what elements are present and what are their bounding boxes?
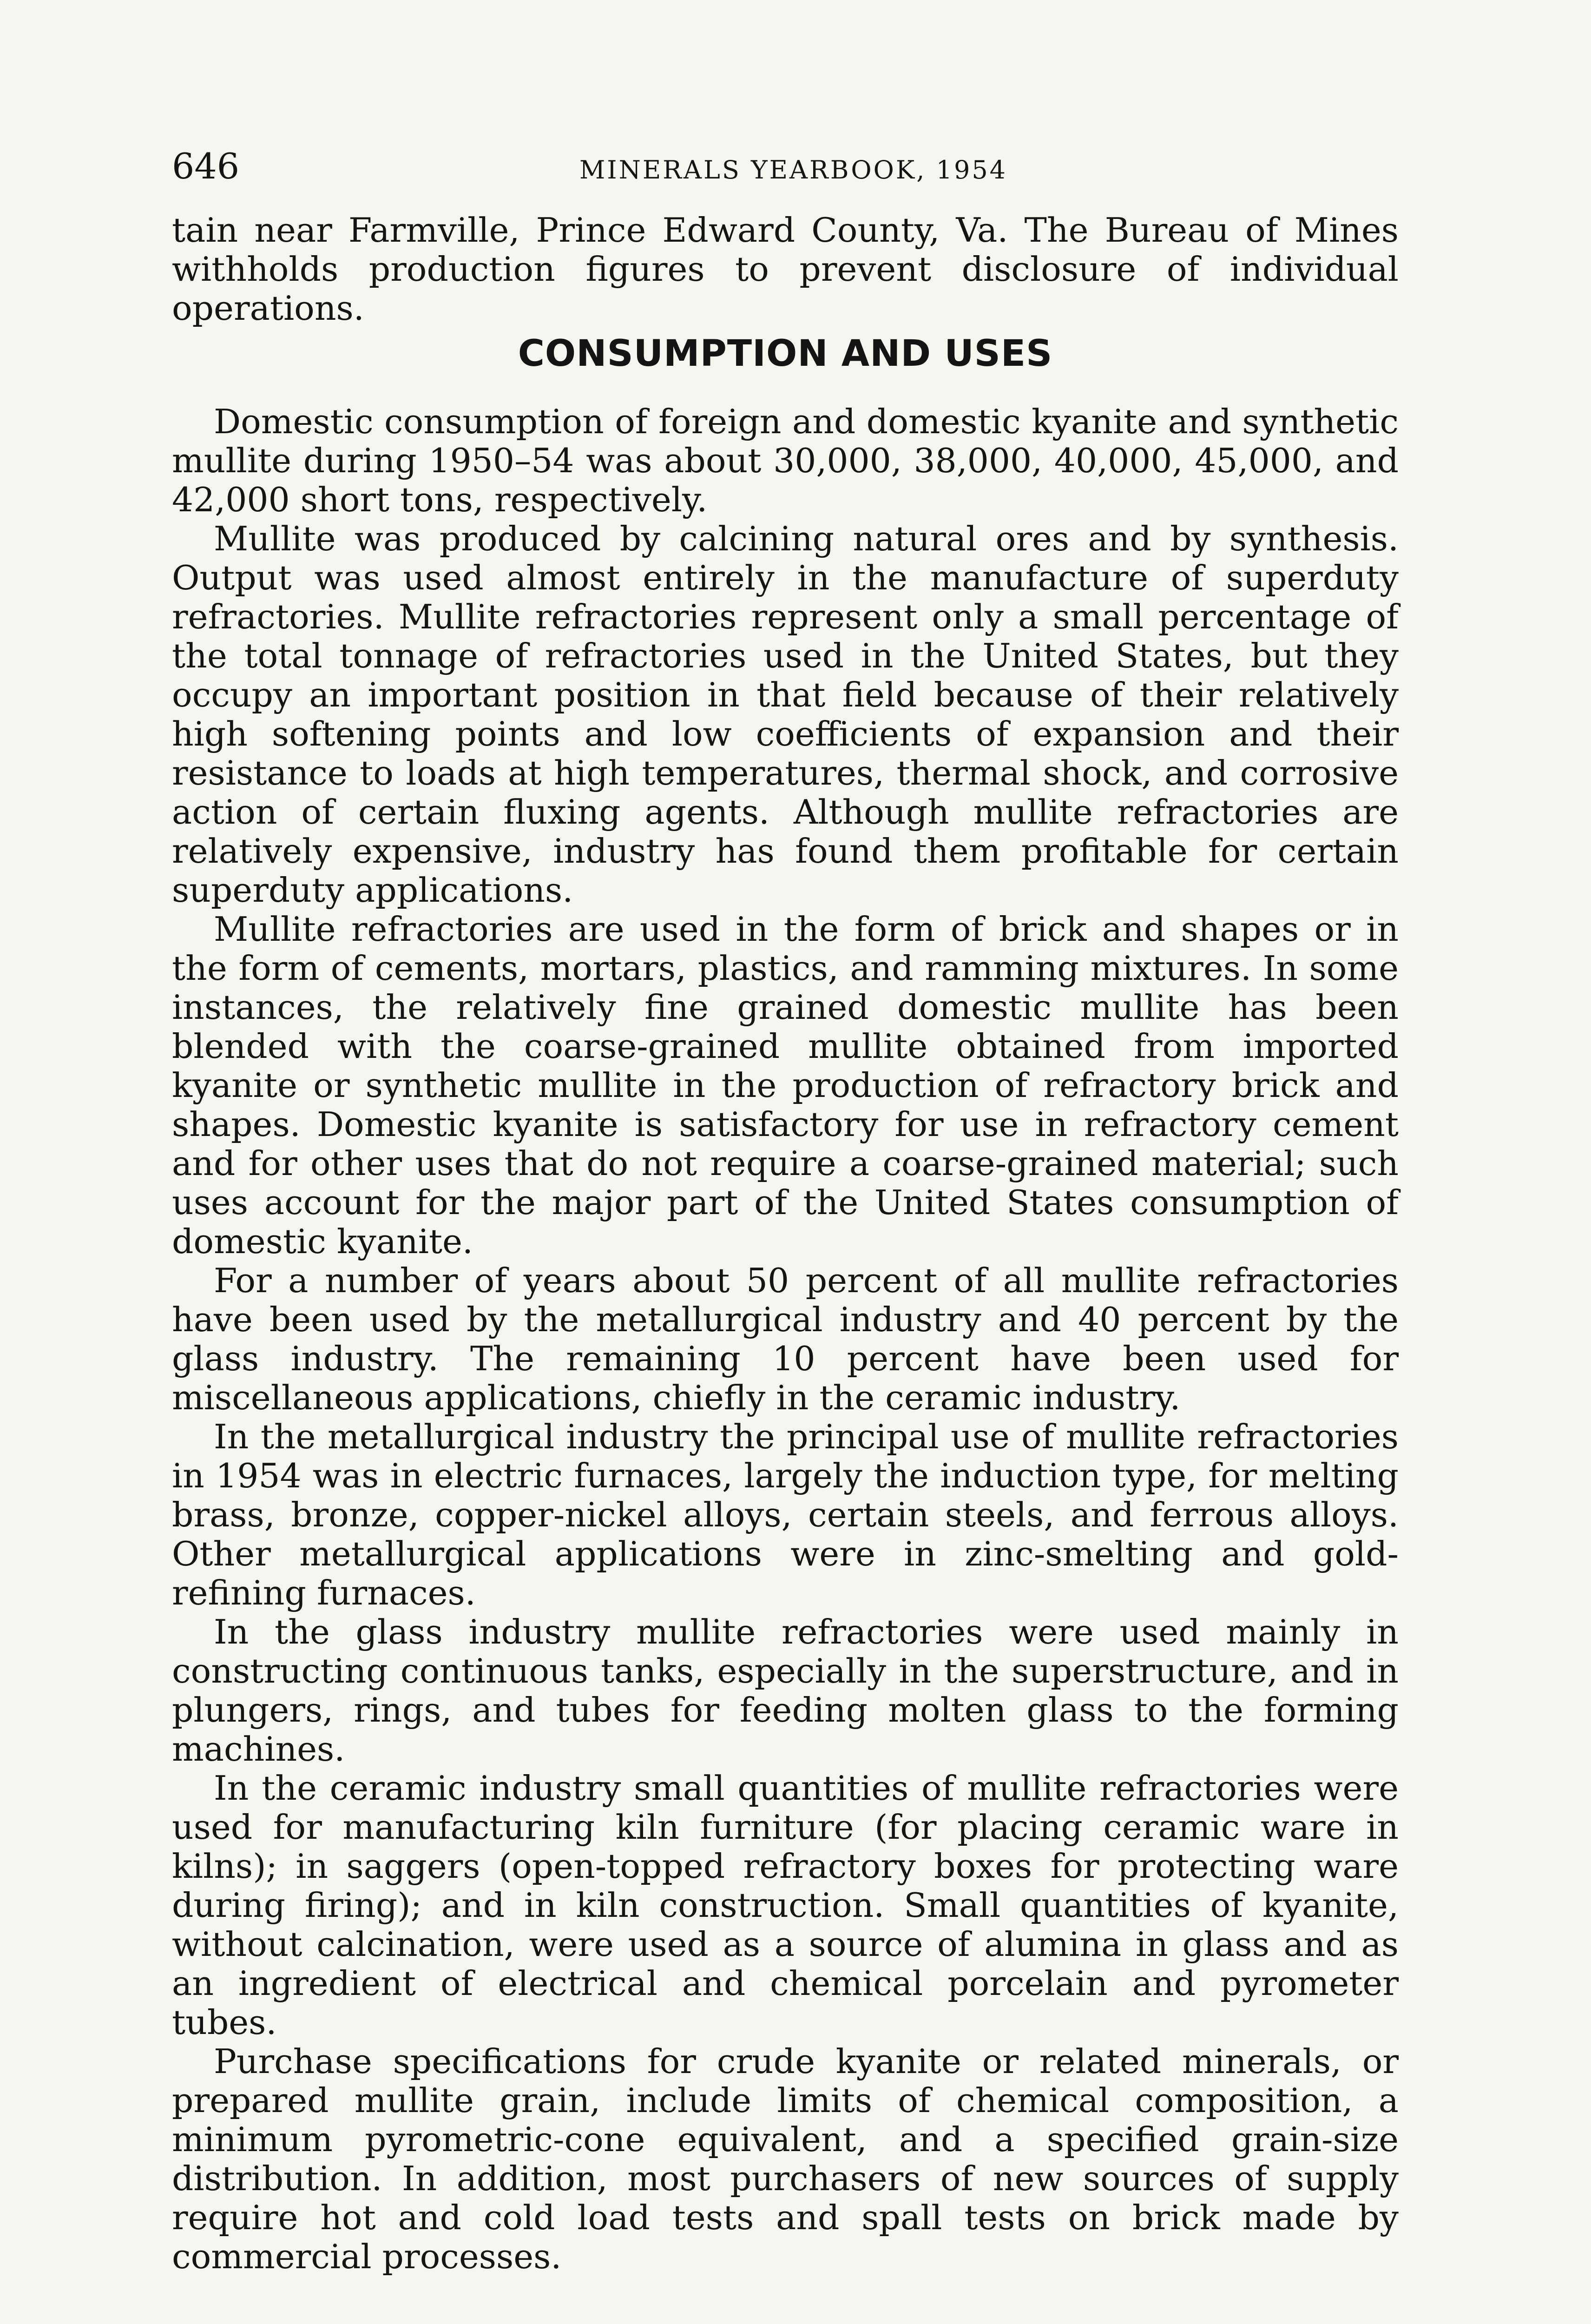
paragraph-glass: In the glass industry mullite refractories were used mainly in constructing continuous tanks, especially in the superstructure, and in plungers, rings, and tubes for feeding molten glass to the forming machines. xyxy=(172,1613,1399,1769)
text-column xyxy=(172,145,1399,2277)
running-header xyxy=(172,145,1399,187)
paragraph-production: Mullite was produced by calcining natural ores and by synthesis. Output was used almost entirely in the manufacture of superduty refractories. Mullite refractories represent only a small percentage of the total tonnage of refractories used in the United States, but they occupy an important position in that field because of their relatively high softening points and low coefficients of expansion and their resistance to loads at high temperatures, thermal shock, and corrosive action of certain fluxing agents. Although mullite refractories are relatively expensive, industry has found them profitable for certain superduty applications. xyxy=(172,520,1399,910)
book-title: MINERALS YEARBOOK, 1954 xyxy=(579,155,1008,185)
continued-paragraph: tain near Farmville, Prince Edward County, Va. The Bureau of Mines withholds production figures to prevent disclosure of individual operations. xyxy=(172,211,1399,328)
paragraph-metallurgical: In the metallurgical industry the principal use of mullite refractories in 1954 was in electric furnaces, largely the induction type, for melting brass, bronze, copper-nickel alloys, certain steels, and ferrous alloys. Other metallurgical applications were in zinc-smelting and gold-refining furnaces. xyxy=(172,1418,1399,1613)
paragraph-forms: Mullite refractories are used in the form of brick and shapes or in the form of cements, mortars, plastics, and ramming mixtures. In some instances, the relatively fine grained domestic mullite has been blended with the coarse-grained mullite obtained from imported kyanite or synthetic mullite in the production of refractory brick and shapes. Domestic kyanite is satisfactory for use in refractory cement and for other uses that do not require a coarse-grained material; such uses account for the major part of the United States consumption of domestic kyanite. xyxy=(172,910,1399,1261)
page-number: 646 xyxy=(172,145,240,187)
paragraph-ceramic: In the ceramic industry small quantities of mullite refractories were used for manufacturing kiln furniture (for placing ceramic ware in kilns); in saggers (open-topped refractory boxes for protecting ware during firing); and in kiln construction. Small quantities of kyanite, without calcination, were used as a source of alumina in glass and as an ingredient of electrical and chemical porcelain and pyrometer tubes. xyxy=(172,1769,1399,2042)
paragraph-consumption: Domestic consumption of foreign and domestic kyanite and synthetic mullite during 1950–54 was about 30,000, 38,000, 40,000, 45,000, and 42,000 short tons, respectively. xyxy=(172,403,1399,520)
paragraph-industry-shares: For a number of years about 50 percent of all mullite refractories have been used by the metallurgical industry and 40 percent by the glass industry. The remaining 10 percent have been used for miscellaneous applications, chiefly in the ceramic industry. xyxy=(172,1261,1399,1418)
section-heading: CONSUMPTION AND USES xyxy=(518,333,1053,375)
paragraph-specifications: Purchase specifications for crude kyanite or related minerals, or prepared mullite grain, include limits of chemical composition, a minimum pyrometric-cone equivalent, and a specified grain-size distribution. In addition, most purchasers of new sources of supply require hot and cold load tests and spall tests on brick made by commercial processes. xyxy=(172,2042,1399,2277)
